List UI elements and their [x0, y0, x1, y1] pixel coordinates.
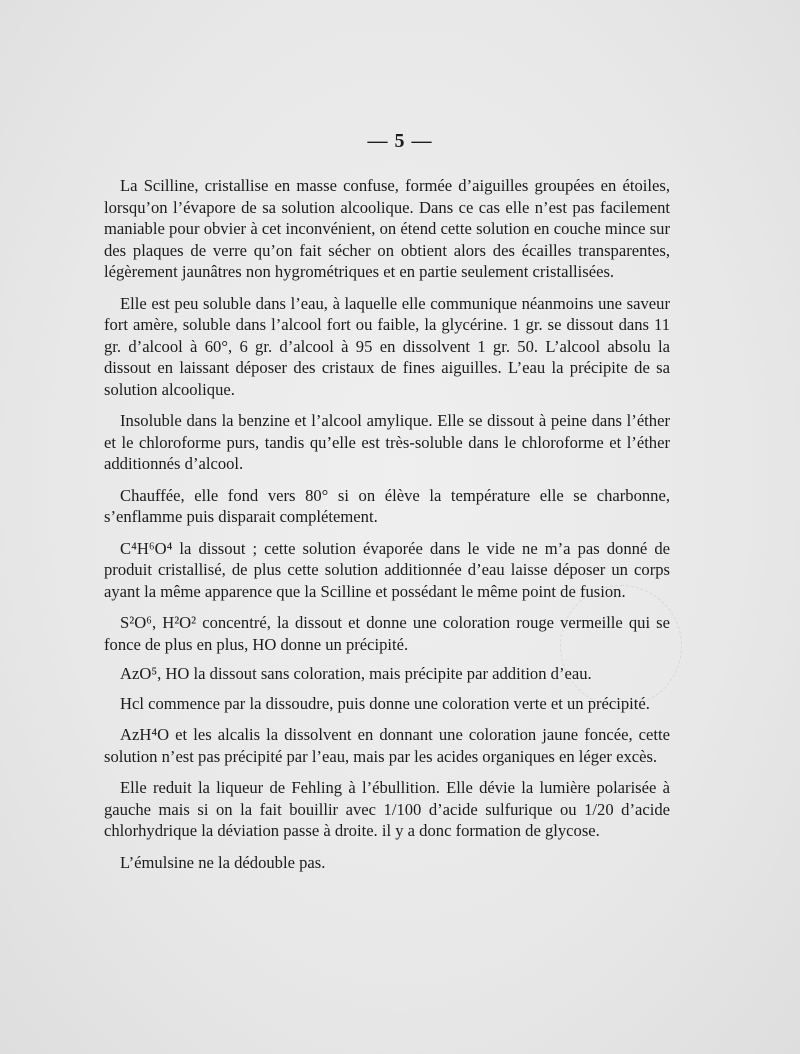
paragraph-hydrochloric-acid: Hcl commence par la dissoudre, puis donne une coloration verte et un précipité.: [120, 693, 650, 713]
paragraph-nitric-acid: AzO⁵, HO la dissout sans coloration, mais précipite par addition d’eau.: [120, 664, 592, 683]
paragraph-crystallization: La Scilline, cristallise en masse confuse, formée d’aiguilles groupées en étoiles, lorsqu’on l’évapore de sa solution alcoolique. Dans ce cas elle n’est pas facilement maniable pour obvier à cet inconvénient, on étend cette solution en couche mince sur des plaques de verre qu’on fait sécher on obtient alors des écailles transparentes, légèrement jaunâtres non hygrométriques et en partie seulement cristallisées.: [104, 176, 670, 281]
paragraph-acetic-acid: C⁴H⁶O⁴ la dissout ; cette solution évaporée dans le vide ne m’a pas donné de produit cristallisé, de plus cette solution additionnée d’eau laisse déposer un corps ayant la même apparence que la Scilline et possédant le même point de fusion.: [104, 538, 670, 601]
paragraph-alkalis: AzH⁴O et les alcalis la dissolvent en donnant une coloration jaune foncée, cette solution n’est pas précipité par l’eau, mais par les acides organiques en léger excès.: [104, 725, 670, 766]
paragraph-fehling: Elle reduit la liqueur de Fehling à l’ébullition. Elle dévie la lumière polarisée à gauche mais si on la fait bouillir avec 1/100 d’acide sulfurique ou 1/20 d’acide chlorhydrique la déviation passe à droite. il y a donc formation de glycose.: [104, 778, 670, 840]
paragraph-solubility: Elle est peu soluble dans l’eau, à laquelle elle communique néanmoins une saveur fort amère, soluble dans l’alcool fort ou faible, la glycérine. 1 gr. se dissout dans 11 gr. d’alcool à 60°, 6 gr. d’alcool à 95 en dissolvent 1 gr. 50. L’alcool absolu la dissout en laissant déposer des cristaux de fines aiguilles. L’eau la précipite de sa solution alcoolique.: [104, 293, 670, 399]
paragraph-insolubility: Insoluble dans la benzine et l’alcool amylique. Elle se dissout à peine dans l’éther et le chloroforme purs, tandis qu’elle est très-soluble dans le chloroforme et l’éther additionnés d’alcool.: [104, 411, 670, 473]
page-number: — 5 —: [367, 130, 433, 152]
paragraph-heating: Chauffée, elle fond vers 80° si on élève la température elle se charbonne, s’enflamme puis disparait complétement.: [104, 485, 670, 526]
paragraph-emulsin: L’émulsine ne la dédouble pas.: [120, 852, 326, 872]
body-text: [104, 175, 670, 883]
paragraph-sulfuric-acid: S²O⁶, H²O² concentré, la dissout et donne une coloration rouge vermeille qui se fonce de plus en plus, HO donne un précipité.: [104, 613, 670, 654]
